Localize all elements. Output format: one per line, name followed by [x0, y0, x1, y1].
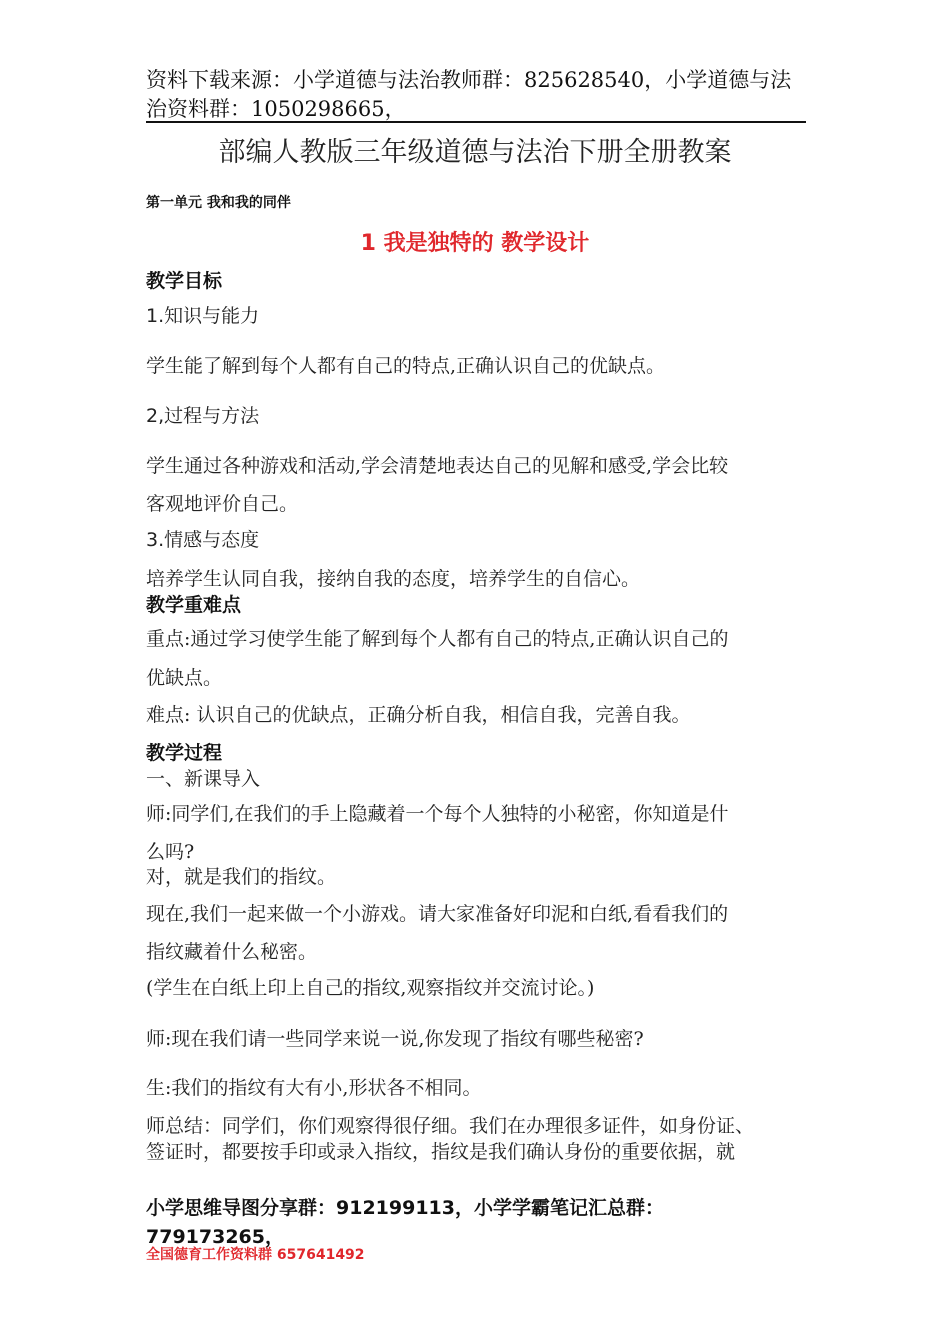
- source-header-line-1: 资料下载来源：小学道德与法治教师群：825628540，小学道德与法: [146, 68, 792, 92]
- objective-3-text: 培养学生认同自我，接纳自我的态度，培养学生的自信心。: [146, 568, 641, 590]
- objective-2-text-line-2: 客观地评价自己。: [146, 493, 299, 515]
- paragraph-line: 指纹藏着什么秘密。: [146, 941, 318, 963]
- key-points-heading: 教学重难点: [146, 594, 242, 616]
- paragraph-line: 生:我们的指纹有大有小,形状各不相同。: [146, 1077, 482, 1099]
- objectives-heading: 教学目标: [146, 270, 223, 292]
- paragraph-line: (学生在白纸上印上自己的指纹,观察指纹并交流讨论。): [146, 977, 595, 999]
- document-title: 部编人教版三年级道德与法治下册全册教案: [218, 137, 732, 168]
- source-header: [146, 66, 791, 124]
- paragraph-line: 么吗?: [146, 841, 195, 863]
- paragraph-line: 签证时，都要按手印或录入指纹，指纹是我们确认身份的重要依据，就: [146, 1141, 736, 1163]
- header-divider: [146, 121, 806, 123]
- process-heading: 教学过程: [146, 742, 223, 764]
- key-points-text-line-2: 优缺点。: [146, 667, 223, 689]
- unit-title: 第一单元 我和我的同伴: [146, 195, 291, 211]
- paragraph-line: 师总结：同学们，你们观察得很仔细。我们在办理很多证件，如身份证、: [146, 1115, 755, 1137]
- objective-3-heading: 3.情感与态度: [146, 529, 260, 551]
- paragraph-line: 对，就是我们的指纹。: [146, 866, 337, 888]
- footer-line-1: 小学思维导图分享群：912199113，小学学霸笔记汇总群：: [146, 1197, 664, 1219]
- key-points-text-line-1: 重点:通过学习使学生能了解到每个人都有自己的特点,正确认识自己的: [146, 628, 729, 650]
- paragraph-line: 现在,我们一起来做一个小游戏。请大家准备好印泥和白纸,看看我们的: [146, 903, 729, 925]
- objective-2-text-line-1: 学生通过各种游戏和活动,学会清楚地表达自己的见解和感受,学会比较: [146, 455, 729, 477]
- step-1-heading: 一、新课导入: [146, 768, 261, 790]
- paragraph-line: 师:同学们,在我们的手上隐藏着一个每个人独特的小秘密，你知道是什: [146, 803, 729, 825]
- footer-line-3: 全国德育工作资料群 657641492: [146, 1247, 365, 1263]
- objective-2-heading: 2,过程与方法: [146, 405, 260, 427]
- objective-1-heading: 1.知识与能力: [146, 305, 260, 327]
- difficulty-text: 难点: 认识自己的优缺点，正确分析自我，相信自我，完善自我。: [146, 704, 691, 726]
- footer-line-2: 779173265，: [146, 1226, 284, 1248]
- objective-1-text: 学生能了解到每个人都有自己的特点,正确认识自己的优缺点。: [146, 355, 666, 377]
- paragraph-line: 师:现在我们请一些同学来说一说,你发现了指纹有哪些秘密?: [146, 1028, 644, 1050]
- lesson-title: 1 我是独特的 教学设计: [360, 231, 590, 256]
- source-header-line-2: 治资料群：1050298665，: [146, 97, 406, 121]
